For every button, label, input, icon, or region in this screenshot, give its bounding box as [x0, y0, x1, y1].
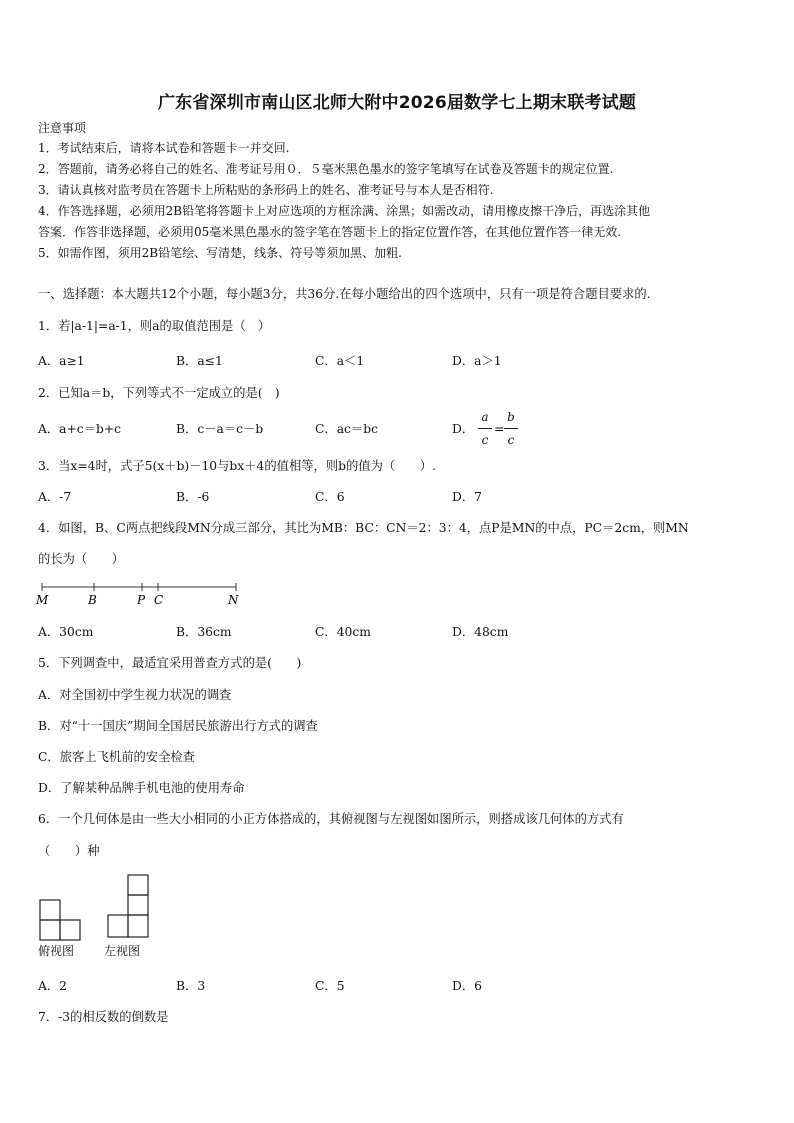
option-b: B．-6: [176, 490, 210, 504]
notice-item: 答案．作答非选择题，必须用05毫米黑色墨水的签字笔在答题卡上的指定位置作答，在其他位置作答一律无效.: [38, 225, 622, 239]
line-segment-figure: [34, 580, 246, 610]
question-stem: 3．当x=4时，式子5(x＋b)－10与bx＋4的值相等，则b的值为（ ）.: [38, 459, 436, 473]
option-b: B．a≤1: [176, 354, 223, 368]
option-d: D．a＞1: [452, 354, 502, 368]
option-d: D．6: [452, 979, 482, 993]
option-b: B．3: [176, 979, 206, 993]
option-b: B．36cm: [176, 625, 232, 639]
option-d: D．48cm: [452, 625, 509, 639]
option-a: A．2: [38, 979, 68, 993]
notice-item: 4．作答选择题，必须用2B铅笔将答题卡上对应选项的方框涂满、涂黑；如需改动，请用橡皮擦干净后，再选涂其他: [38, 204, 651, 218]
option-b: B．对“十一国庆”期间全国居民旅游出行方式的调查: [38, 719, 318, 733]
label-m: M: [36, 593, 49, 607]
option-c: C．旅客上飞机前的安全检查: [38, 750, 195, 764]
notice-item: 2．答题前，请务必将自己的姓名、准考证号用０．５毫米黑色墨水的签字笔填写在试卷及答题卡的规定位置.: [38, 162, 614, 176]
label-b: B: [88, 593, 97, 607]
question-stem: 4．如图，B、C两点把线段MN分成三部分，其比为MB：BC：CN＝2：3：4，点P是MN的中点，PC＝2cm，则MN: [38, 521, 689, 535]
left-view-caption: 左视图: [104, 944, 141, 958]
top-view-caption: 俯视图: [38, 944, 75, 958]
option-d: D．了解某种品牌手机电池的使用寿命: [38, 781, 245, 795]
top-view-figure: [38, 898, 84, 942]
label-n: N: [228, 593, 239, 607]
page-title: 广东省深圳市南山区北师大附中2026届数学七上期末联考试题: [157, 93, 637, 113]
option-d: D．7: [452, 490, 482, 504]
notice-item: 5．如需作图，须用2B铅笔绘、写清楚，线条、符号等须加黑、加粗.: [38, 246, 402, 260]
fraction-numerator: a: [481, 410, 489, 424]
option-c: C．a＜1: [315, 354, 365, 368]
question-stem-continued: （ ）种: [38, 844, 100, 858]
notice-item: 1．考试结束后，请将本试卷和答题卡一并交回.: [38, 141, 290, 155]
option-d: D．: [452, 422, 475, 436]
option-a: A．a≥1: [38, 354, 85, 368]
equals-sign: =: [494, 422, 505, 436]
question-stem: 2．已知a＝b，下列等式不一定成立的是( ): [38, 386, 280, 400]
option-a: A．30cm: [38, 625, 94, 639]
question-stem: 7．-3的相反数的倒数是: [38, 1010, 169, 1024]
option-c: C．5: [315, 979, 345, 993]
left-view-figure: [106, 873, 152, 941]
option-a: A．对全国初中学生视力状况的调查: [38, 688, 232, 702]
option-b: B．c－a＝c－b: [176, 422, 264, 436]
fraction-bar: [478, 428, 492, 429]
fraction-denominator: c: [507, 433, 515, 447]
question-stem: 5．下列调查中，最适宜采用普查方式的是( ): [38, 656, 302, 670]
label-c: C: [154, 593, 164, 607]
fraction-numerator: b: [507, 410, 515, 424]
label-p: P: [137, 593, 146, 607]
option-a: A．a+c＝b+c: [38, 422, 122, 436]
question-stem: 1．若|a-1|=a-1，则a的取值范围是（ ）: [38, 319, 271, 333]
option-c: C．6: [315, 490, 345, 504]
section-heading: 一、选择题：本大题共12个小题，每小题3分，共36分.在每小题给出的四个选项中，只有一项是符合题目要求的.: [38, 287, 651, 301]
option-c: C．ac＝bc: [315, 422, 378, 436]
fraction-bar: [504, 428, 518, 429]
option-c: C．40cm: [315, 625, 371, 639]
question-stem-continued: 的长为（ ）: [38, 552, 125, 566]
fraction-denominator: c: [481, 433, 489, 447]
notice-item: 3．请认真核对监考员在答题卡上所粘贴的条形码上的姓名、准考证号与本人是否相符.: [38, 183, 494, 197]
notice-heading: 注意事项: [38, 121, 87, 135]
option-a: A．-7: [38, 490, 72, 504]
question-stem: 6．一个几何体是由一些大小相同的小正方体搭成的，其俯视图与左视图如图所示，则搭成该几何体的方式有: [38, 812, 624, 826]
